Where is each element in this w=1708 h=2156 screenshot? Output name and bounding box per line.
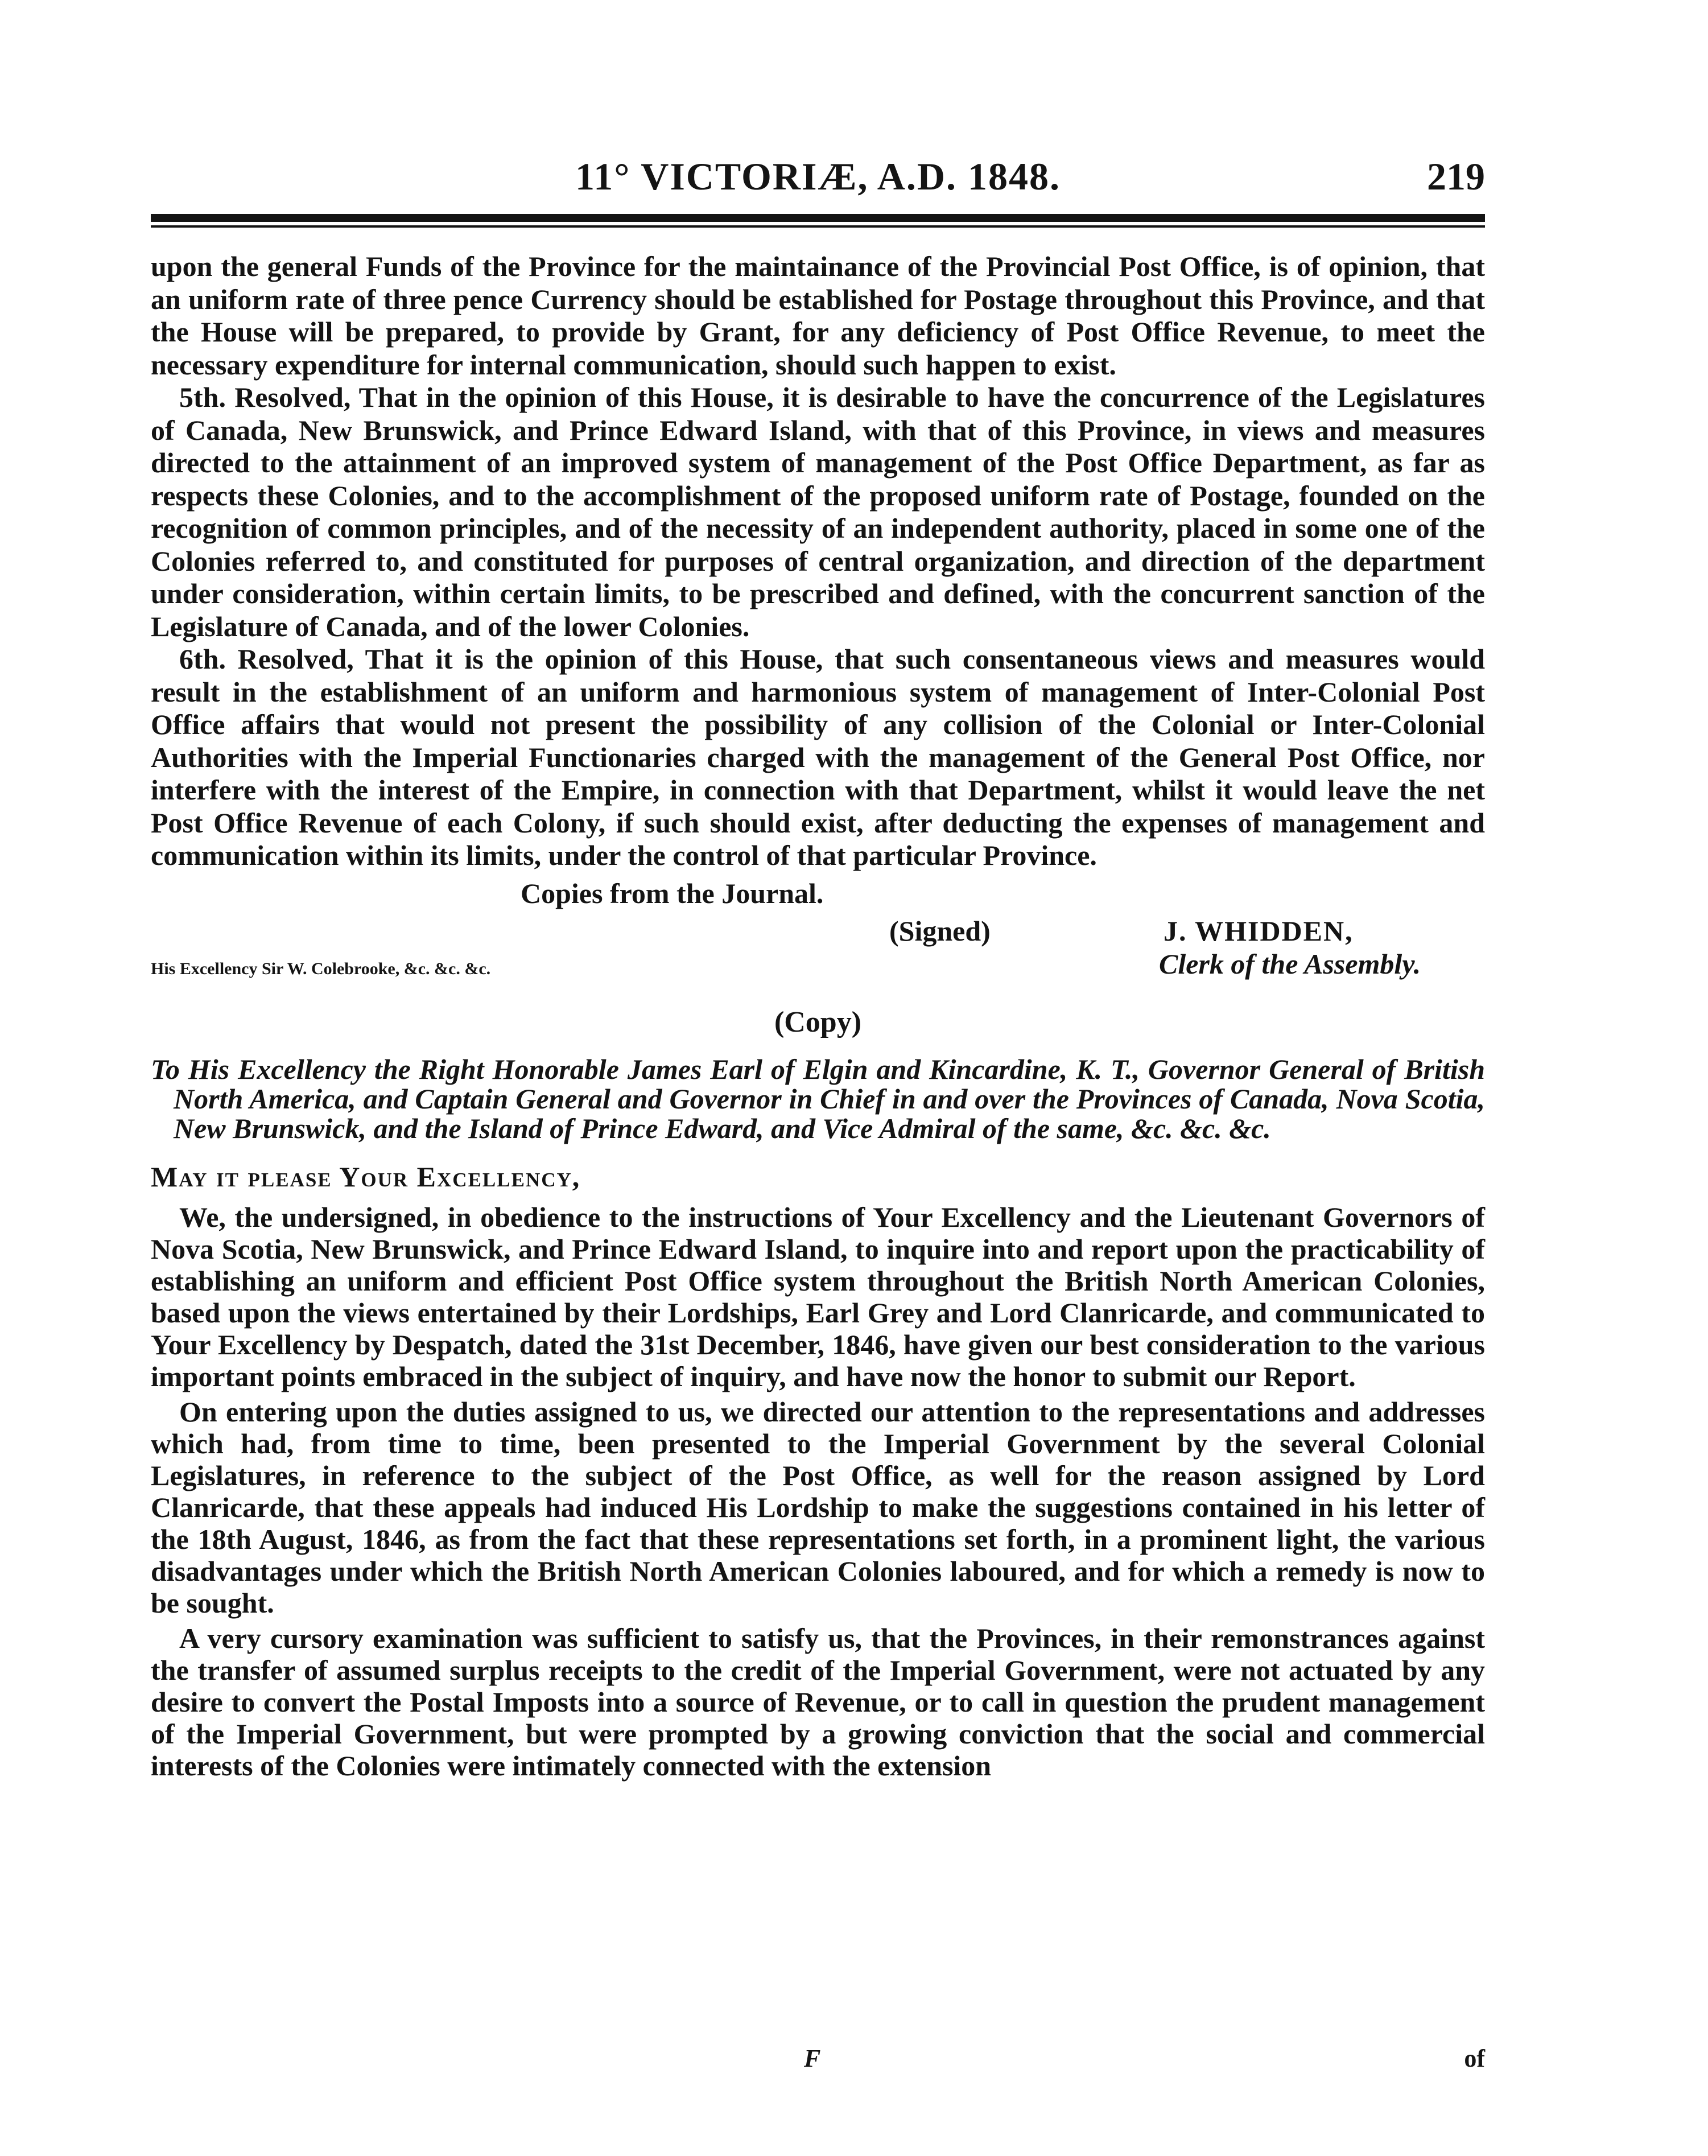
page-footer <box>151 2042 1485 2076</box>
copies-from-journal: Copies from the Journal. <box>521 877 824 909</box>
resolution-5th: 5th. Resolved, That in the opinion of this House, it is desirable to have the concurrence of the Legislatures of Canada, New Brunswick, and Prince Edward Island, with that of this Province, in views and measures directed to the attainment of an improved system of management of the Post Office Department, as far as respects these Colonies, and to the accomplishment of the proposed uniform rate of Postage, founded on the recognition of common principles, and of the necessity of an independent authority, placed in some one of the Colonies referred to, and constituted for purposes of central organization, and direction of the department under consideration, within certain limits, to be prescribed and defined, with the concurrent sanction of the Legislature of Canada, and of the lower Colonies. <box>151 381 1485 642</box>
document-page <box>151 0 1485 2156</box>
signed-label: (Signed) <box>889 914 991 947</box>
signer-title: Clerk of the Assembly. <box>1159 947 1421 980</box>
page-body <box>151 250 1485 1785</box>
report-paragraph-1: We, the undersigned, in obedience to the instructions of Your Excellency and the Lieutenant Governors of Nova Scotia, New Brunswick, and Prince Edward Island, to inquire into and report upon the practicability of establishing an uniform and efficient Post Office system throughout the British North American Colonies, based upon the views entertained by their Lordships, Earl Grey and Lord Clanricarde, and communicated to Your Excellency by Despatch, dated the 31st December, 1846, have given our best consideration to the various important points embraced in the subject of inquiry, and have now the honor to submit our Report. <box>151 1201 1485 1392</box>
resolution-6th: 6th. Resolved, That it is the opinion of this House, that such consentaneous views and measures would result in the establishment of an uniform and harmonious system of management of Inter-Colonial Post Office affairs that would not present the possibility of any collision of the Colonial or Inter-Colonial Authorities with the Imperial Functionaries charged with the management of the General Post Office, nor interfere with the interest of the Empire, in connection with that Department, whilst it would leave the net Post Office Revenue of each Colony, if such should exist, after deducting the expenses of management and communication within its limits, under the control of that particular Province. <box>151 643 1485 871</box>
report-paragraph-3: A very cursory examination was sufficient to satisfy us, that the Provinces, in their remonstrances against the transfer of assumed surplus receipts to the credit of the Imperial Government, were not actuated by any desire to convert the Postal Imposts into a source of Revenue, or to call in question the prudent management of the Imperial Government, but were prompted by a growing conviction that the social and commercial interests of the Colonies were intimately connected with the extension <box>151 1622 1485 1782</box>
formal-address: To His Excellency the Right Honorable James Earl of Elgin and Kincardine, K. T., Governor General of British North America, and Captain General and Governor in Chief in and over the Provinces of Canada, Nova Scotia, New Brunswick, and the Island of Prince Edward, and Vice Admiral of the same, &c. &c. &c. <box>151 1053 1485 1144</box>
page-number: 219 <box>1427 155 1485 198</box>
catchword: of <box>1464 2044 1485 2072</box>
report-paragraph-2: On entering upon the duties assigned to us, we directed our attention to the representations and addresses which had, from time to time, been presented to the Imperial Government by the several Colonial Legislatures, in reference to the subject of the Post Office, as well for the reason assigned by Lord Clanricarde, that these appeals had induced His Lordship to make the suggestions contained in his letter of the 18th August, 1846, as from the fact that these representations set forth, in a prominent light, the various disadvantages under which the British North American Colonies laboured, and for which a remedy is now to be sought. <box>151 1395 1485 1619</box>
running-head: 11° VICTORIÆ, A.D. 1848. <box>575 155 1061 198</box>
page-header <box>151 154 1485 199</box>
clerk-line <box>151 947 1485 980</box>
signature-mark: F <box>804 2044 821 2072</box>
signer-name: J. WHIDDEN, <box>1164 914 1354 947</box>
header-rule-thin <box>151 225 1485 228</box>
addressee: His Excellency Sir W. Colebrooke, &c. &c. &c. <box>151 959 491 978</box>
salutation: May it please Your Excellency, <box>151 1160 581 1193</box>
paragraph-continuation: upon the general Funds of the Province for the maintainance of the Provincial Post Office, is of opinion, that an uniform rate of three pence Currency should be established for Postage throughout this Province, and that the House will be prepared, to provide by Grant, for any deficiency of Post Office Revenue, to meet the necessary expenditure for internal communication, should such happen to exist. <box>151 250 1485 381</box>
copies-line <box>151 877 1485 910</box>
copy-heading: (Copy) <box>774 1005 862 1038</box>
signature-line <box>151 914 1485 947</box>
header-rule-thick <box>151 214 1485 222</box>
